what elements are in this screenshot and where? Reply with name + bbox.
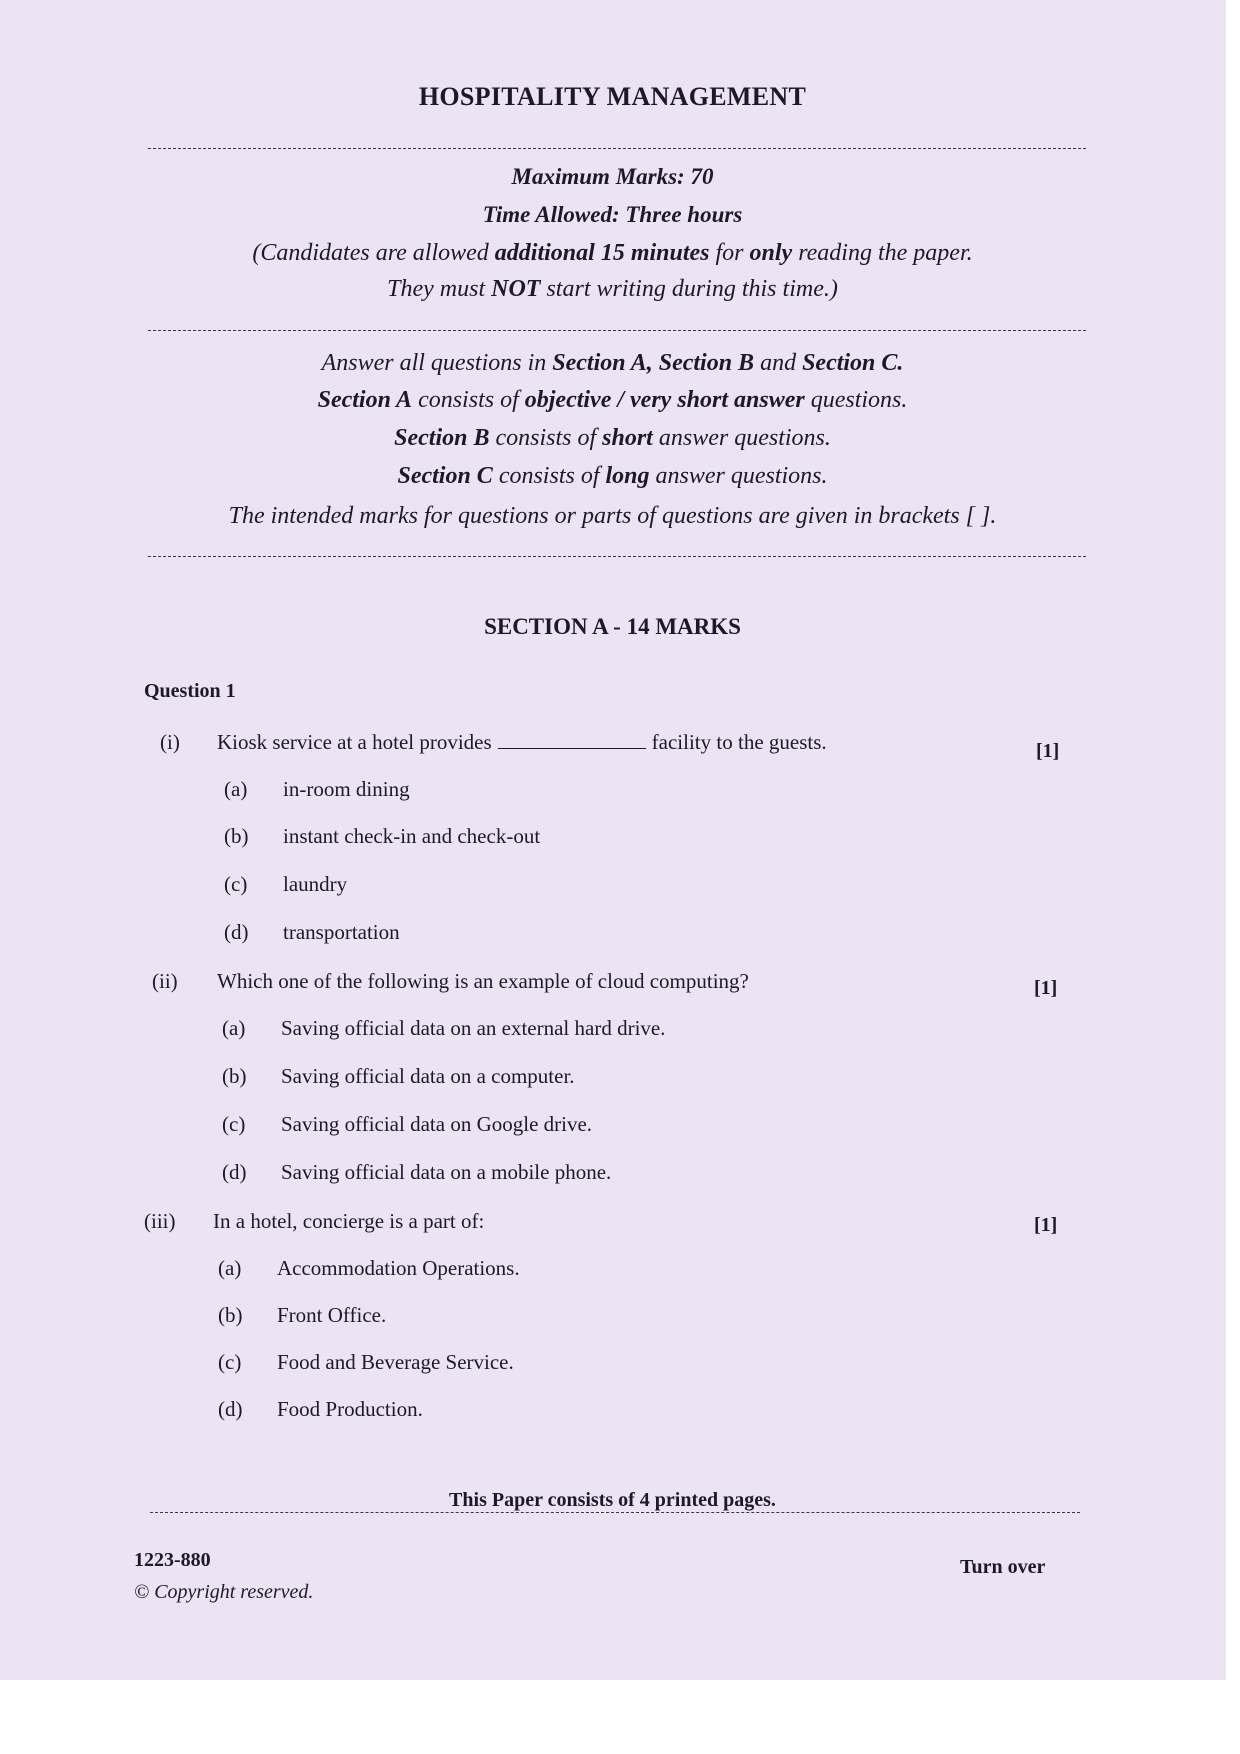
instruction-bold: Section A, Section B — [552, 350, 755, 376]
divider-top — [148, 148, 1086, 149]
instruction-bold: Section B — [394, 425, 490, 451]
question-text: In a hotel, concierge is a part of: — [213, 1209, 485, 1233]
time-allowed — [140, 202, 1085, 228]
instruction-part: answer questions. — [649, 463, 828, 489]
divider-footer — [150, 1512, 1080, 1513]
instruction-bold: objective / very short answer — [524, 387, 805, 413]
instruction-bold: Section C. — [802, 350, 904, 376]
question-label: Question 1 — [144, 680, 236, 702]
option-text: Saving official data on a mobile phone. — [281, 1160, 612, 1184]
turn-over-note: Turn over — [960, 1556, 1046, 1578]
question-number: (iii) — [144, 1209, 176, 1233]
option-label: (a) — [222, 1016, 246, 1040]
option-text: in-room dining — [283, 777, 410, 801]
max-marks-text: Maximum Marks: 70 — [511, 164, 714, 189]
option-label: (d) — [224, 920, 249, 944]
instruction-part: consists of — [489, 425, 603, 451]
candidates-note — [140, 240, 1085, 267]
option-label: (a) — [218, 1256, 242, 1280]
option-label: (c) — [224, 872, 248, 896]
instruction-line-5: The intended marks for questions or parts of questions are given in brackets [ ]. — [228, 503, 997, 529]
candidates-note-bold: only — [749, 240, 793, 266]
instruction-bold: Section C — [397, 463, 493, 489]
instruction-part: Answer all questions in — [321, 350, 553, 376]
option-text: laundry — [283, 872, 348, 896]
candidates-note-bold: additional 15 minutes — [494, 240, 710, 266]
paper-code: 1223-880 — [134, 1549, 211, 1571]
option-text: Saving official data on Google drive. — [281, 1112, 593, 1136]
instruction-bold: short — [602, 425, 653, 451]
instruction-part: and — [754, 350, 803, 376]
instruction-bold: Section A — [317, 387, 413, 413]
copyright-note: © Copyright reserved. — [134, 1581, 314, 1603]
no-writing-bold: NOT — [491, 276, 541, 302]
option-text: Saving official data on a computer. — [281, 1064, 575, 1088]
candidates-note-part: for — [709, 240, 750, 266]
option-label: (d) — [218, 1397, 243, 1421]
page-count-note: This Paper consists of 4 printed pages. — [449, 1489, 776, 1511]
option-label: (c) — [218, 1350, 242, 1374]
instruction-part: answer questions. — [652, 425, 831, 451]
instruction-line-4 — [140, 463, 1085, 490]
section-heading: SECTION A - 14 MARKS — [484, 614, 741, 639]
option-label: (c) — [222, 1112, 246, 1136]
option-text: transportation — [283, 920, 400, 944]
divider-middle — [148, 330, 1086, 331]
option-label: (a) — [224, 777, 248, 801]
marks-badge: [1] — [1034, 977, 1058, 999]
option-text: Saving official data on an external hard drive. — [281, 1016, 666, 1040]
option-text: Food Production. — [277, 1397, 423, 1421]
instruction-line-2 — [140, 387, 1085, 414]
option-text: Food and Beverage Service. — [277, 1350, 514, 1374]
option-text: Accommodation Operations. — [277, 1256, 520, 1280]
question-text: Which one of the following is an example of cloud computing? — [217, 969, 749, 993]
instruction-part: questions. — [804, 387, 908, 413]
instruction-bold: long — [605, 463, 650, 489]
divider-bottom — [148, 556, 1086, 557]
candidates-note-part: (Candidates are allowed — [252, 240, 495, 266]
question-number: (ii) — [152, 969, 178, 993]
question-text-part: Kiosk service at a hotel provides — [217, 730, 492, 754]
no-writing-part: start writing during this time.) — [540, 276, 838, 302]
instruction-part: consists of — [412, 387, 525, 413]
option-label: (b) — [224, 824, 249, 848]
max-marks — [140, 164, 1085, 190]
question-text-part: facility to the guests. — [651, 730, 827, 754]
option-text: Front Office. — [277, 1303, 387, 1327]
marks-badge: [1] — [1036, 740, 1060, 762]
paper-title: HOSPITALITY MANAGEMENT — [418, 82, 807, 111]
time-allowed-text: Time Allowed: Three hours — [482, 202, 743, 227]
option-label: (b) — [218, 1303, 243, 1327]
option-text: instant check-in and check-out — [283, 824, 541, 848]
answer-blank — [498, 730, 646, 749]
instruction-line-3 — [140, 425, 1085, 452]
instruction-part: consists of — [492, 463, 606, 489]
question-text — [217, 730, 827, 755]
no-writing-note — [140, 276, 1085, 303]
option-label: (b) — [222, 1064, 247, 1088]
candidates-note-part: reading the paper. — [792, 240, 973, 266]
question-number: (i) — [160, 730, 180, 754]
no-writing-part: They must — [387, 276, 492, 302]
option-label: (d) — [222, 1160, 247, 1184]
marks-badge: [1] — [1034, 1214, 1058, 1236]
instruction-line-1 — [140, 350, 1085, 377]
